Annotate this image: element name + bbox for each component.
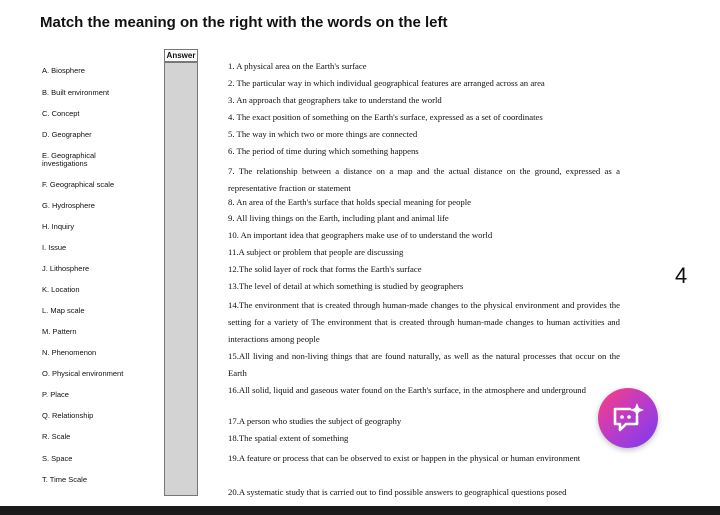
word-item: B. Built environment [42, 88, 110, 97]
definition-item: 15.All living and non-living things that are found naturally, as well as the natural processes that occur on the Earth [228, 351, 620, 378]
word-item: P. Place [42, 390, 69, 399]
definition-item: 11.A subject or problem that people are discussing [228, 247, 404, 257]
definition-item: 12.The solid layer of rock that forms the Earth's surface [228, 264, 422, 274]
bottom-bar [0, 506, 720, 515]
word-item: M. Pattern [42, 327, 77, 336]
definition-item: 1. A physical area on the Earth's surface [228, 61, 367, 71]
word-item: S. Space [42, 454, 73, 463]
definition-item: 14.The environment that is created through human-made changes to the physical environment and provides the setting for a variety of The environment that is created through human-made changes to human activities and interactions among people [228, 300, 620, 344]
definition-item: 9. All living things on the Earth, including plant and animal life [228, 213, 449, 223]
definition-item: 4. The exact position of something on the Earth's surface, expressed as a set of coordinates [228, 112, 543, 122]
page-number: 4 [675, 263, 688, 288]
definition-item: 3. An approach that geographers take to understand the world [228, 95, 442, 105]
word-item: H. Inquiry [42, 222, 75, 231]
answer-header: Answer [164, 49, 198, 62]
word-item: L. Map scale [42, 306, 85, 315]
definition-item: 2. The particular way in which individual geographical features are arranged across an area [228, 78, 545, 88]
word-item: D. Geographer [42, 130, 92, 139]
word-item: I. Issue [42, 243, 67, 252]
definition-item: 20.A systematic study that is carried out to find possible answers to geographical questions posed [228, 487, 567, 497]
word-item: Q. Relationship [42, 411, 94, 420]
word-item: F. Geographical scale [42, 180, 115, 189]
word-item: C. Concept [42, 109, 80, 118]
word-item: K. Location [42, 285, 80, 294]
definition-item: 16.All solid, liquid and gaseous water found on the Earth's surface, in the atmosphere and underground [228, 385, 586, 395]
answer-column[interactable] [164, 62, 198, 496]
definition-item: 13.The level of detail at which something is studied by geographers [228, 281, 464, 291]
definition-item: 19.A feature or process that can be observed to exist or happen in the physical or human environment [228, 453, 581, 463]
definition-item: 10. An important idea that geographers make use of to understand the world [228, 230, 493, 240]
word-item: J. Lithosphere [42, 264, 90, 273]
definition-item: 17.A person who studies the subject of geography [228, 416, 402, 426]
definition-item: 8. An area of the Earth's surface that holds special meaning for people [228, 197, 472, 207]
definition-item: 18.The spatial extent of something [228, 433, 349, 443]
word-item: A. Biosphere [42, 66, 85, 75]
word-item: T. Time Scale [42, 475, 88, 484]
sparkle-chat-icon [611, 401, 645, 435]
word-item: R. Scale [42, 432, 71, 441]
word-item: O. Physical environment [42, 369, 124, 378]
ai-assistant-button[interactable] [598, 388, 658, 448]
word-item: N. Phenomenon [42, 348, 97, 357]
definition-item: 5. The way in which two or more things are connected [228, 129, 418, 139]
definition-item: 6. The period of time during which something happens [228, 146, 419, 156]
word-item: G. Hydrosphere [42, 201, 95, 210]
word-item: E. Geographical investigations [42, 151, 96, 168]
definition-item: 7. The relationship between a distance on a map and the actual distance on the ground, expressed as a representative fraction or statement [228, 166, 620, 193]
worksheet-title: Match the meaning on the right with the words on the left [40, 14, 448, 31]
